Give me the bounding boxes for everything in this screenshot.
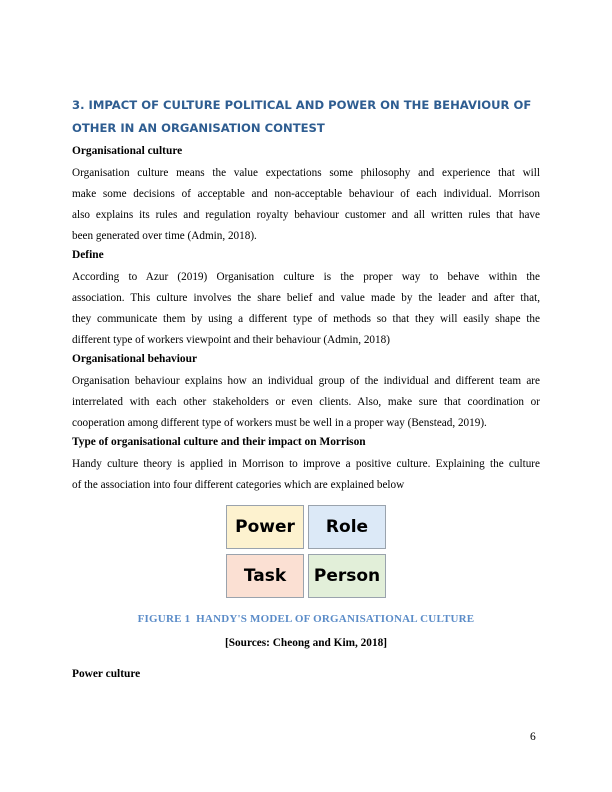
paragraph-organisational-behaviour <box>72 371 540 434</box>
figure-source: [Sources: Cheong and Kim, 2018] <box>224 637 388 649</box>
paragraph-define <box>72 267 540 351</box>
text-line: of the association into four different categories which are explained below <box>72 478 405 491</box>
subheading-organisational-behaviour: Organisational behaviour <box>72 353 197 365</box>
text-line: make some decisions of acceptable and non-acceptable behaviour of each individual. Morrison <box>72 187 540 200</box>
page-number: 6 <box>530 731 536 743</box>
subheading-type-of-culture: Type of organisational culture and their impact on Morrison <box>72 436 366 448</box>
text-line: also explains its rules and regulation royalty behaviour customer and all written rules that have <box>72 208 540 221</box>
handy-model-figure <box>226 505 388 599</box>
text-line: Organisation behaviour explains how an individual group of the individual and different team are <box>72 375 540 387</box>
paragraph-type-of-culture <box>72 454 540 496</box>
figure-cell-role: Role <box>308 505 386 549</box>
figure-cell-power: Power <box>226 505 304 549</box>
text-line: they communicate them by using a different type of methods so that they will easily shape the <box>72 312 540 325</box>
subheading-power-culture: Power culture <box>72 668 141 680</box>
text-line: different type of workers viewpoint and their behaviour (Admin, 2018) <box>72 333 390 346</box>
subheading-organisational-culture: Organisational culture <box>72 145 183 157</box>
text-line: According to Azur (2019) Organisation culture is the proper way to behave within the <box>72 271 540 283</box>
text-line: association. This culture involves the share belief and value made by the leader and after that, <box>72 291 540 304</box>
text-line: interrelated with each other stakeholders or even clients. Also, make sure that coordination or <box>72 395 540 408</box>
text-line: Handy culture theory is applied in Morrison to improve a positive culture. Explaining the culture <box>72 458 540 470</box>
figure-cell-person: Person <box>308 554 386 598</box>
section-heading <box>72 94 542 139</box>
paragraph-organisational-culture <box>72 163 540 247</box>
figure-cell-task: Task <box>226 554 304 598</box>
subheading-define: Define <box>72 249 104 261</box>
text-line: cooperation among different type of workers must be well in a proper way (Benstead, 2019). <box>72 416 487 429</box>
text-line: been generated over time (Admin, 2018). <box>72 229 257 242</box>
section-heading-line-1: 3. IMPACT OF CULTURE POLITICAL AND POWER ON THE BEHAVIOUR OF <box>72 98 532 112</box>
section-heading-line-2: OTHER IN AN ORGANISATION CONTEST <box>72 120 325 135</box>
text-line: Organisation culture means the value expectations some philosophy and experience that will <box>72 167 540 179</box>
figure-caption: FIGURE 1 HANDY'S MODEL OF ORGANISATIONAL CULTURE <box>137 613 475 625</box>
